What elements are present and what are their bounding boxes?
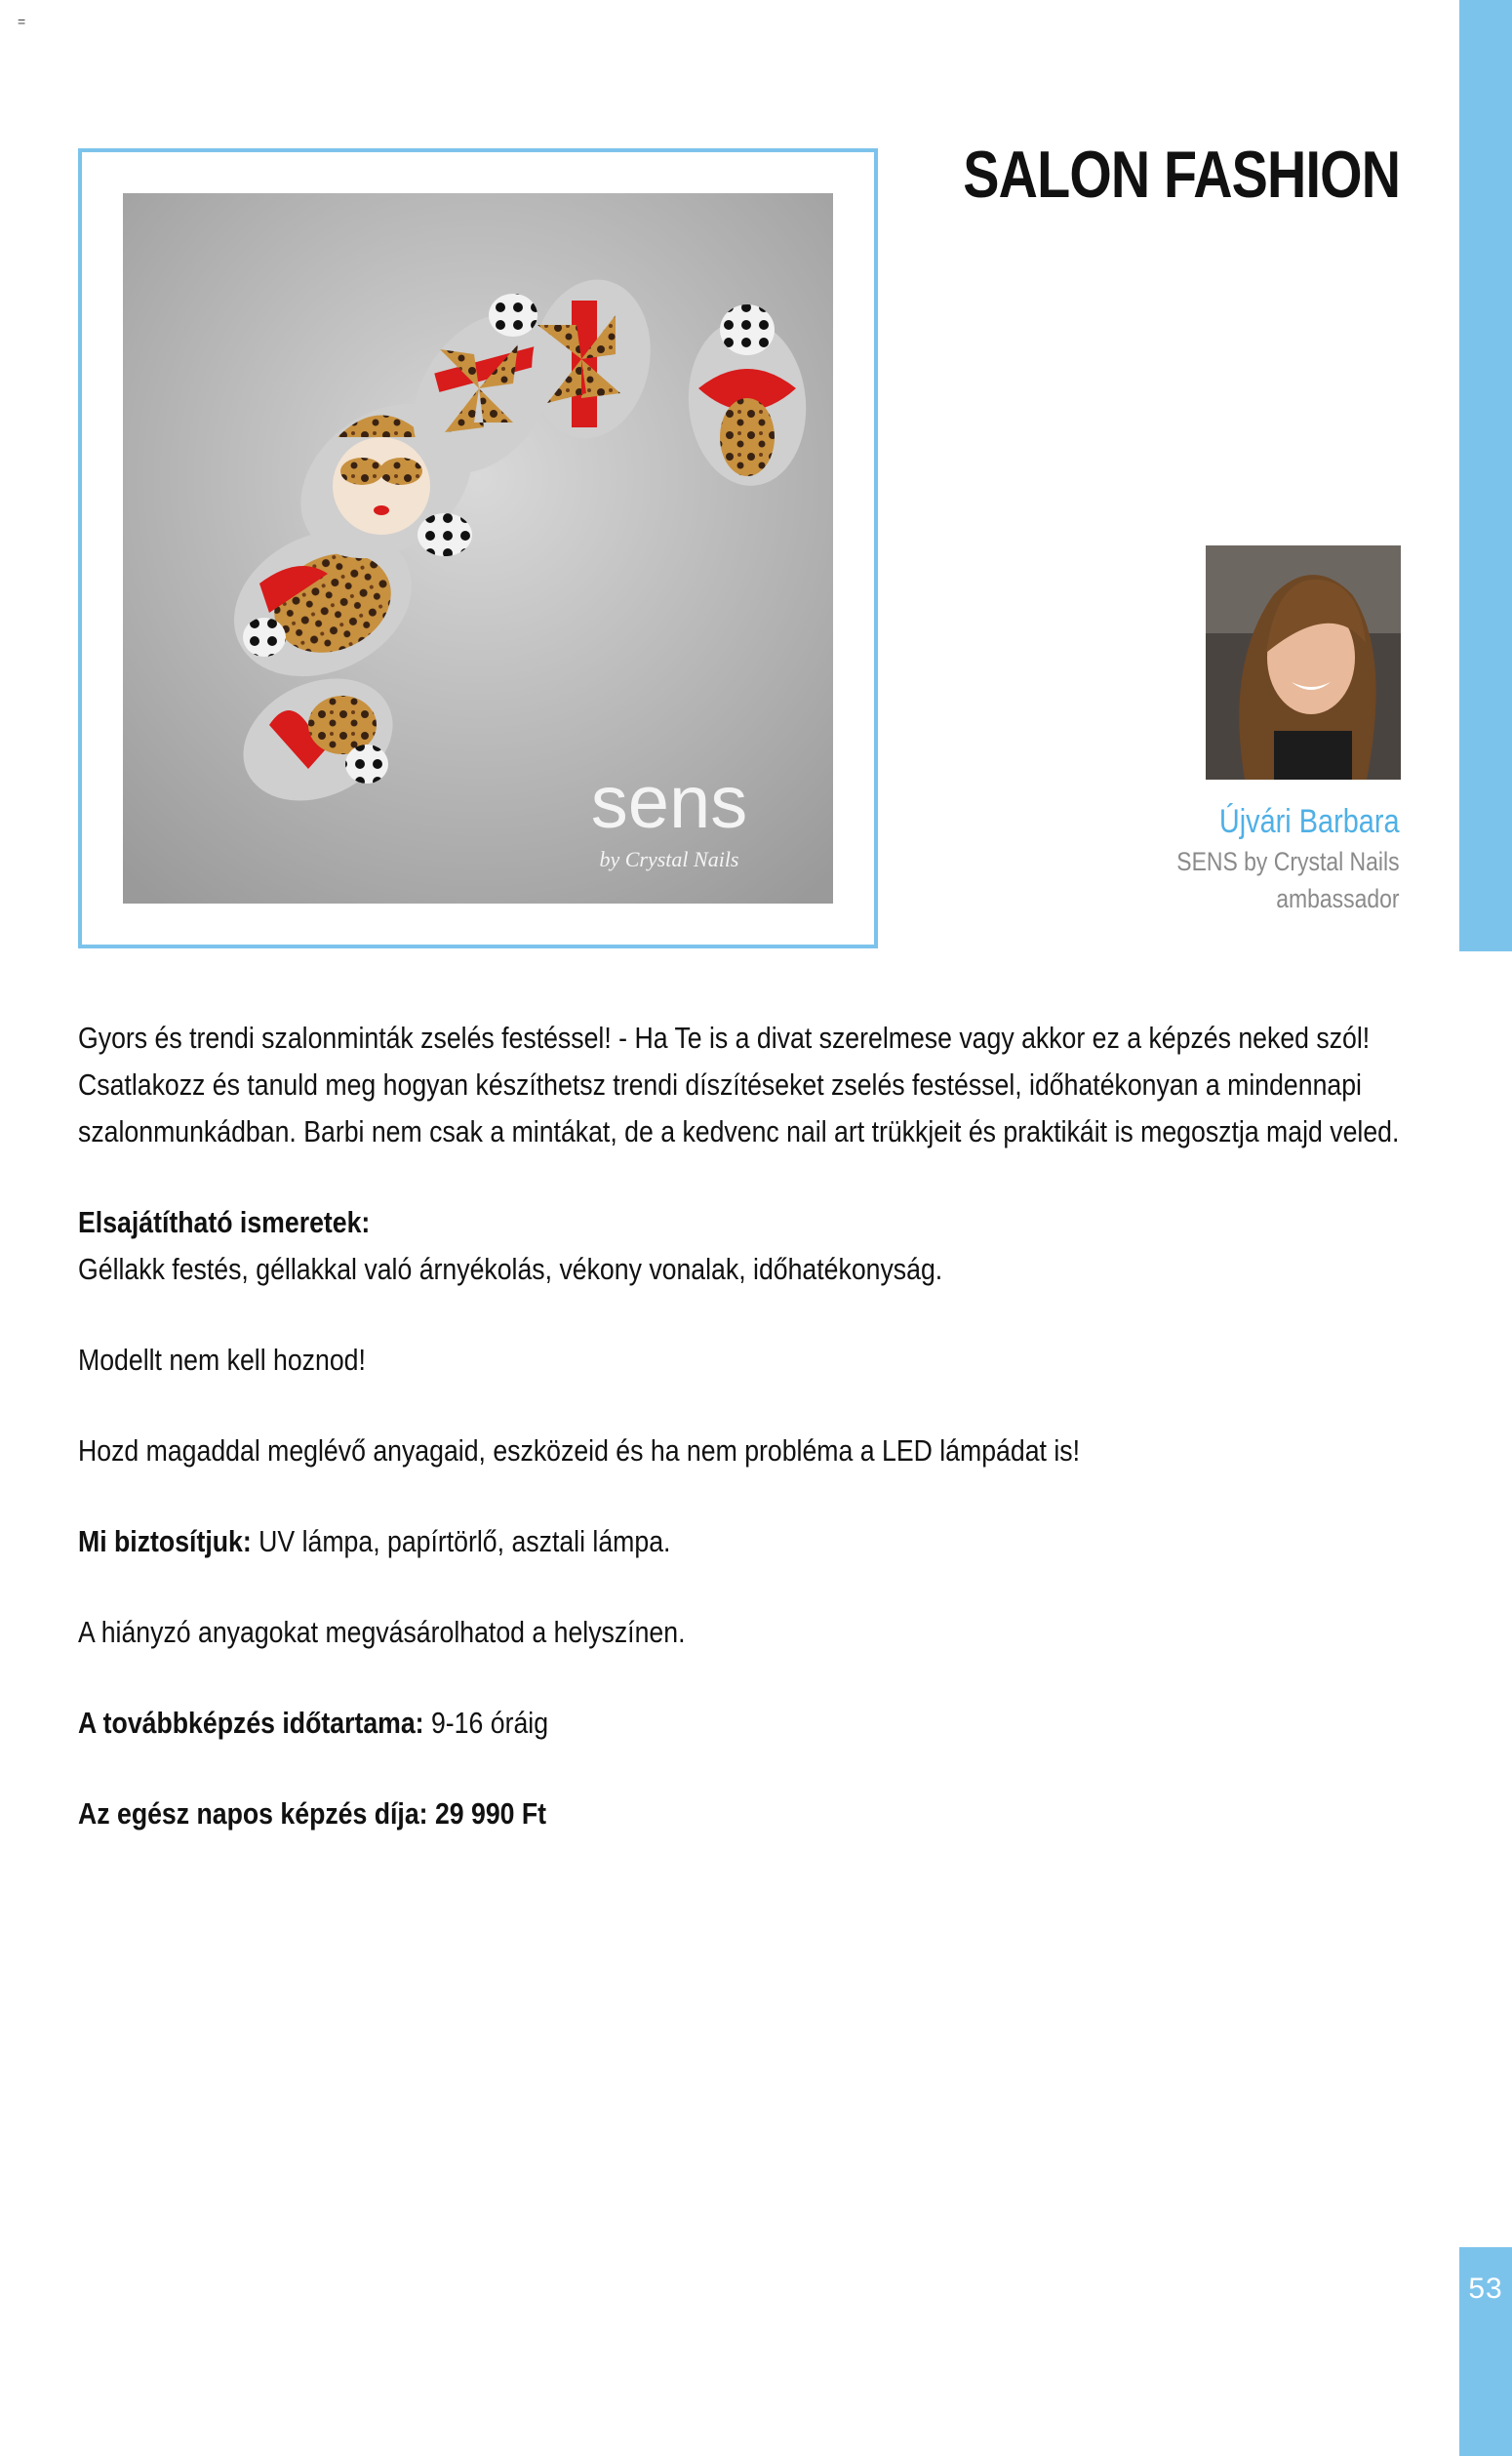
skills-section [78, 1199, 1424, 1293]
skills-heading: Elsajátítható ismeretek: [78, 1205, 371, 1239]
ambassador-name: Újvári Barbara [1219, 803, 1400, 840]
provided-text: UV lámpa, papírtörlő, asztali lámpa. [259, 1524, 671, 1558]
provided-para [78, 1518, 1424, 1565]
course-description [78, 1015, 1424, 1881]
corner-mark: = [18, 14, 26, 29]
fee-para [78, 1791, 1424, 1837]
ambassador-portrait [1206, 545, 1401, 780]
sens-logo: sens [590, 761, 748, 844]
sens-logo-sub: by Crystal Nails [599, 847, 739, 871]
fee-text: Az egész napos képzés díja: 29 990 Ft [78, 1796, 547, 1831]
page-number-box [1459, 2247, 1512, 2456]
missing-note: A hiányzó anyagokat megvásárolhatod a helyszínen. [78, 1615, 686, 1649]
ambassador-caption [1137, 800, 1400, 917]
provided-label: Mi biztosítjuk: [78, 1524, 252, 1558]
bring-note-para [78, 1428, 1424, 1474]
bring-note: Hozd magaddal meglévő anyagaid, eszközeid és ha nem probléma a LED lámpádat is! [78, 1433, 1081, 1468]
ambassador-role: ambassador [1276, 884, 1400, 913]
ambassador-brand: SENS by Crystal Nails [1176, 847, 1400, 876]
intro-paragraph: Gyors és trendi szalonminták zselés festéssel! - Ha Te is a divat szerelmese vagy akkor ez a képzés neked szól! Csatlakozz és tanuld meg hogyan készíthetsz trendi díszítéseket zselés festéssel, időhatékonyan a mindennapi szalonmunkádban. Barbi nem csak a mintákat, de a kedvenc nail art trükkjeit és praktikáit is megosztja majd veled. [78, 1021, 1400, 1148]
nail-art-photo-frame [78, 148, 878, 948]
model-note-para [78, 1337, 1424, 1384]
duration-para [78, 1700, 1424, 1747]
page-title: SALON FASHION [963, 138, 1400, 212]
model-note: Modellt nem kell hoznod! [78, 1343, 366, 1377]
nail-art-photo [123, 193, 833, 904]
missing-note-para [78, 1609, 1424, 1656]
skills-text: Géllakk festés, géllakkal való árnyékolás, vékony vonalak, időhatékonyság. [78, 1252, 943, 1286]
side-accent-bar [1459, 0, 1512, 951]
duration-label: A továbbképzés időtartama: [78, 1706, 424, 1740]
page-number: 53 [1468, 2273, 1503, 2305]
duration-value: 9-16 óráig [430, 1706, 549, 1740]
